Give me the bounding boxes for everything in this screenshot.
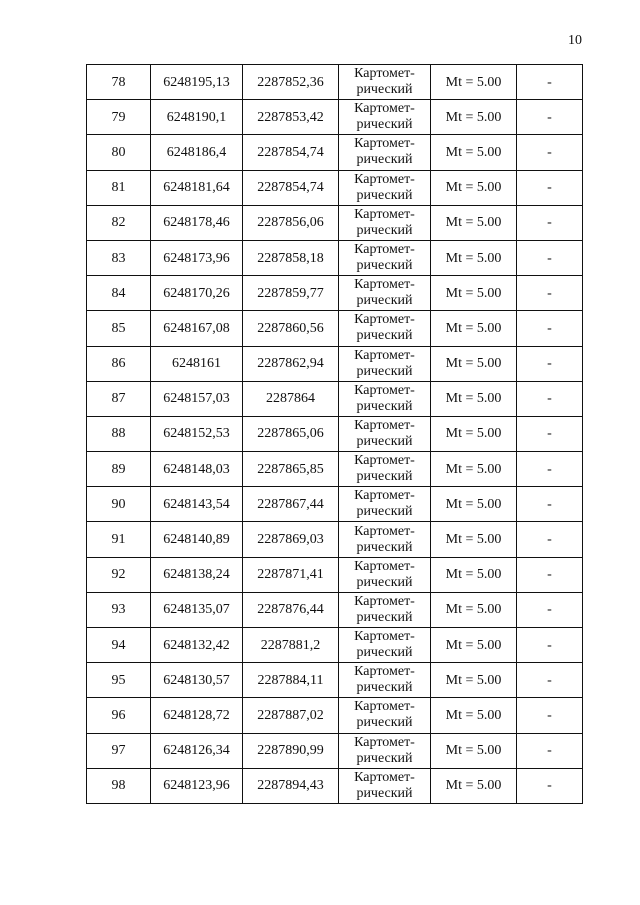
method-line-1: Картомет- <box>354 277 415 293</box>
note-cell: - <box>517 733 583 768</box>
method-cell <box>339 346 431 381</box>
method-line-2: рический <box>356 609 413 625</box>
x-coordinate-cell: 6248186,4 <box>151 135 243 170</box>
accuracy-cell: Mt = 5.00 <box>431 381 517 416</box>
table-row <box>87 628 583 663</box>
x-coordinate-cell: 6248132,42 <box>151 628 243 663</box>
method-cell <box>339 311 431 346</box>
method-line-1: Картомет- <box>354 769 415 785</box>
table-row <box>87 346 583 381</box>
y-coordinate-cell: 2287867,44 <box>243 487 339 522</box>
table-row <box>87 522 583 557</box>
note-cell: - <box>517 592 583 627</box>
accuracy-cell: Mt = 5.00 <box>431 240 517 275</box>
method-line-2: рический <box>356 187 413 203</box>
table-row <box>87 416 583 451</box>
method-line-2: рический <box>356 222 413 238</box>
point-number-cell: 95 <box>87 663 151 698</box>
method-line-2: рический <box>356 750 413 766</box>
table-row <box>87 205 583 240</box>
table-row <box>87 487 583 522</box>
point-number-cell: 90 <box>87 487 151 522</box>
x-coordinate-cell: 6248126,34 <box>151 733 243 768</box>
x-coordinate-cell: 6248190,1 <box>151 100 243 135</box>
method-line-1: Картомет- <box>354 66 415 82</box>
y-coordinate-cell: 2287865,06 <box>243 416 339 451</box>
method-cell <box>339 452 431 487</box>
x-coordinate-cell: 6248157,03 <box>151 381 243 416</box>
method-cell <box>339 663 431 698</box>
x-coordinate-cell: 6248140,89 <box>151 522 243 557</box>
coordinates-table-body <box>87 65 583 804</box>
note-cell: - <box>517 276 583 311</box>
y-coordinate-cell: 2287876,44 <box>243 592 339 627</box>
table-row <box>87 311 583 346</box>
method-cell <box>339 276 431 311</box>
accuracy-cell: Mt = 5.00 <box>431 65 517 100</box>
point-number-cell: 78 <box>87 65 151 100</box>
method-line-2: рический <box>356 398 413 414</box>
y-coordinate-cell: 2287856,06 <box>243 205 339 240</box>
method-line-1: Картомет- <box>354 523 415 539</box>
table-row <box>87 768 583 803</box>
table-row <box>87 135 583 170</box>
method-line-2: рический <box>356 433 413 449</box>
point-number-cell: 80 <box>87 135 151 170</box>
method-cell <box>339 205 431 240</box>
method-line-2: рический <box>356 574 413 590</box>
point-number-cell: 87 <box>87 381 151 416</box>
point-number-cell: 94 <box>87 628 151 663</box>
note-cell: - <box>517 663 583 698</box>
note-cell: - <box>517 381 583 416</box>
y-coordinate-cell: 2287854,74 <box>243 170 339 205</box>
method-line-2: рический <box>356 539 413 555</box>
x-coordinate-cell: 6248130,57 <box>151 663 243 698</box>
method-line-1: Картомет- <box>354 206 415 222</box>
note-cell: - <box>517 522 583 557</box>
x-coordinate-cell: 6248143,54 <box>151 487 243 522</box>
y-coordinate-cell: 2287853,42 <box>243 100 339 135</box>
x-coordinate-cell: 6248161 <box>151 346 243 381</box>
method-cell <box>339 768 431 803</box>
point-number-cell: 88 <box>87 416 151 451</box>
method-cell <box>339 65 431 100</box>
accuracy-cell: Mt = 5.00 <box>431 522 517 557</box>
method-line-2: рический <box>356 715 413 731</box>
accuracy-cell: Mt = 5.00 <box>431 311 517 346</box>
y-coordinate-cell: 2287854,74 <box>243 135 339 170</box>
y-coordinate-cell: 2287869,03 <box>243 522 339 557</box>
method-line-1: Картомет- <box>354 242 415 258</box>
accuracy-cell: Mt = 5.00 <box>431 416 517 451</box>
table-row <box>87 100 583 135</box>
point-number-cell: 79 <box>87 100 151 135</box>
point-number-cell: 81 <box>87 170 151 205</box>
x-coordinate-cell: 6248135,07 <box>151 592 243 627</box>
point-number-cell: 82 <box>87 205 151 240</box>
table-row <box>87 733 583 768</box>
method-cell <box>339 698 431 733</box>
method-cell <box>339 628 431 663</box>
x-coordinate-cell: 6248170,26 <box>151 276 243 311</box>
note-cell: - <box>517 311 583 346</box>
method-line-2: рический <box>356 504 413 520</box>
point-number-cell: 93 <box>87 592 151 627</box>
method-line-1: Картомет- <box>354 734 415 750</box>
accuracy-cell: Mt = 5.00 <box>431 346 517 381</box>
note-cell: - <box>517 487 583 522</box>
accuracy-cell: Mt = 5.00 <box>431 276 517 311</box>
method-line-2: рический <box>356 258 413 274</box>
accuracy-cell: Mt = 5.00 <box>431 170 517 205</box>
y-coordinate-cell: 2287862,94 <box>243 346 339 381</box>
y-coordinate-cell: 2287871,41 <box>243 557 339 592</box>
accuracy-cell: Mt = 5.00 <box>431 557 517 592</box>
method-cell <box>339 100 431 135</box>
y-coordinate-cell: 2287852,36 <box>243 65 339 100</box>
method-line-2: рический <box>356 785 413 801</box>
note-cell: - <box>517 205 583 240</box>
method-line-2: рический <box>356 293 413 309</box>
point-number-cell: 92 <box>87 557 151 592</box>
method-cell <box>339 135 431 170</box>
note-cell: - <box>517 100 583 135</box>
method-line-2: рический <box>356 469 413 485</box>
method-line-1: Картомет- <box>354 101 415 117</box>
note-cell: - <box>517 557 583 592</box>
point-number-cell: 84 <box>87 276 151 311</box>
method-line-1: Картомет- <box>354 312 415 328</box>
accuracy-cell: Mt = 5.00 <box>431 100 517 135</box>
x-coordinate-cell: 6248128,72 <box>151 698 243 733</box>
table-row <box>87 276 583 311</box>
note-cell: - <box>517 65 583 100</box>
accuracy-cell: Mt = 5.00 <box>431 135 517 170</box>
y-coordinate-cell: 2287864 <box>243 381 339 416</box>
method-line-2: рический <box>356 645 413 661</box>
x-coordinate-cell: 6248167,08 <box>151 311 243 346</box>
note-cell: - <box>517 170 583 205</box>
note-cell: - <box>517 416 583 451</box>
method-line-2: рический <box>356 328 413 344</box>
x-coordinate-cell: 6248195,13 <box>151 65 243 100</box>
method-line-1: Картомет- <box>354 629 415 645</box>
y-coordinate-cell: 2287884,11 <box>243 663 339 698</box>
table-row <box>87 698 583 733</box>
method-cell <box>339 522 431 557</box>
method-line-1: Картомет- <box>354 664 415 680</box>
method-line-1: Картомет- <box>354 488 415 504</box>
coordinates-table <box>86 64 583 804</box>
table-row <box>87 592 583 627</box>
y-coordinate-cell: 2287859,77 <box>243 276 339 311</box>
x-coordinate-cell: 6248148,03 <box>151 452 243 487</box>
x-coordinate-cell: 6248138,24 <box>151 557 243 592</box>
point-number-cell: 83 <box>87 240 151 275</box>
point-number-cell: 98 <box>87 768 151 803</box>
note-cell: - <box>517 452 583 487</box>
note-cell: - <box>517 240 583 275</box>
accuracy-cell: Mt = 5.00 <box>431 768 517 803</box>
note-cell: - <box>517 768 583 803</box>
accuracy-cell: Mt = 5.00 <box>431 487 517 522</box>
method-line-2: рический <box>356 82 413 98</box>
y-coordinate-cell: 2287865,85 <box>243 452 339 487</box>
table-row <box>87 557 583 592</box>
point-number-cell: 91 <box>87 522 151 557</box>
accuracy-cell: Mt = 5.00 <box>431 733 517 768</box>
page-number: 10 <box>568 33 582 48</box>
accuracy-cell: Mt = 5.00 <box>431 592 517 627</box>
note-cell: - <box>517 346 583 381</box>
table-row <box>87 65 583 100</box>
note-cell: - <box>517 628 583 663</box>
accuracy-cell: Mt = 5.00 <box>431 628 517 663</box>
y-coordinate-cell: 2287881,2 <box>243 628 339 663</box>
y-coordinate-cell: 2287860,56 <box>243 311 339 346</box>
y-coordinate-cell: 2287890,99 <box>243 733 339 768</box>
point-number-cell: 85 <box>87 311 151 346</box>
method-line-1: Картомет- <box>354 347 415 363</box>
x-coordinate-cell: 6248181,64 <box>151 170 243 205</box>
x-coordinate-cell: 6248178,46 <box>151 205 243 240</box>
y-coordinate-cell: 2287858,18 <box>243 240 339 275</box>
accuracy-cell: Mt = 5.00 <box>431 452 517 487</box>
method-cell <box>339 557 431 592</box>
point-number-cell: 97 <box>87 733 151 768</box>
x-coordinate-cell: 6248173,96 <box>151 240 243 275</box>
method-line-1: Картомет- <box>354 136 415 152</box>
table-row <box>87 663 583 698</box>
note-cell: - <box>517 135 583 170</box>
y-coordinate-cell: 2287894,43 <box>243 768 339 803</box>
method-line-1: Картомет- <box>354 558 415 574</box>
method-line-1: Картомет- <box>354 453 415 469</box>
x-coordinate-cell: 6248123,96 <box>151 768 243 803</box>
method-line-1: Картомет- <box>354 382 415 398</box>
method-line-1: Картомет- <box>354 417 415 433</box>
method-line-2: рический <box>356 680 413 696</box>
accuracy-cell: Mt = 5.00 <box>431 663 517 698</box>
method-line-2: рический <box>356 363 413 379</box>
method-line-1: Картомет- <box>354 171 415 187</box>
table-row <box>87 170 583 205</box>
method-cell <box>339 170 431 205</box>
point-number-cell: 96 <box>87 698 151 733</box>
point-number-cell: 86 <box>87 346 151 381</box>
y-coordinate-cell: 2287887,02 <box>243 698 339 733</box>
accuracy-cell: Mt = 5.00 <box>431 205 517 240</box>
point-number-cell: 89 <box>87 452 151 487</box>
method-cell <box>339 240 431 275</box>
method-cell <box>339 733 431 768</box>
table-row <box>87 452 583 487</box>
x-coordinate-cell: 6248152,53 <box>151 416 243 451</box>
note-cell: - <box>517 698 583 733</box>
method-cell <box>339 592 431 627</box>
accuracy-cell: Mt = 5.00 <box>431 698 517 733</box>
table-row <box>87 240 583 275</box>
method-line-1: Картомет- <box>354 699 415 715</box>
method-cell <box>339 487 431 522</box>
method-line-2: рический <box>356 117 413 133</box>
method-cell <box>339 381 431 416</box>
method-cell <box>339 416 431 451</box>
method-line-2: рический <box>356 152 413 168</box>
table-row <box>87 381 583 416</box>
method-line-1: Картомет- <box>354 593 415 609</box>
